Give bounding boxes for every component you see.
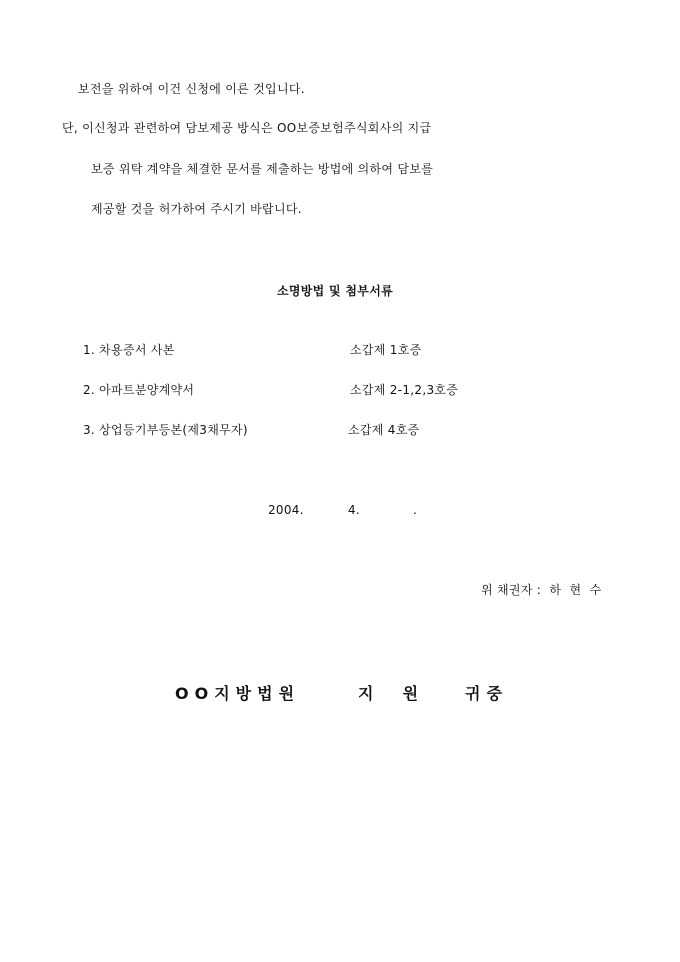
body-line-4: 제공할 것을 허가하여 주시기 바랍니다. <box>91 202 302 216</box>
evidence-item-label: 3. 상업등기부등본(제3채무자) <box>83 423 248 437</box>
date-year: 2004. <box>268 503 304 517</box>
court-suffix: 귀중 <box>465 684 508 703</box>
creditor-signature: 위 채권자 : 하 현 수 <box>481 583 602 597</box>
evidence-item-code: 소갑제 2-1,2,3호증 <box>350 383 459 397</box>
court-branch: 지 원 <box>358 684 425 703</box>
date-month: 4. <box>348 503 361 517</box>
evidence-item-code: 소갑제 4호증 <box>348 423 420 437</box>
date-day: . <box>413 503 418 517</box>
body-line-2: 단, 이신청과 관련하여 담보제공 방식은 OO보증보험주식회사의 지급 <box>62 121 432 135</box>
court-name: OO지방법원 <box>175 684 301 703</box>
evidence-item-label: 1. 차용증서 사본 <box>83 343 175 357</box>
body-line-3: 보증 위탁 계약을 체결한 문서를 제출하는 방법에 의하여 담보를 <box>91 162 434 176</box>
body-line-1: 보전을 위하여 이건 신청에 이른 것입니다. <box>78 82 305 96</box>
evidence-item-label: 2. 아파트분양계약서 <box>83 383 195 397</box>
evidence-heading: 소명방법 및 첨부서류 <box>277 284 393 298</box>
evidence-item-code: 소갑제 1호증 <box>350 343 422 357</box>
